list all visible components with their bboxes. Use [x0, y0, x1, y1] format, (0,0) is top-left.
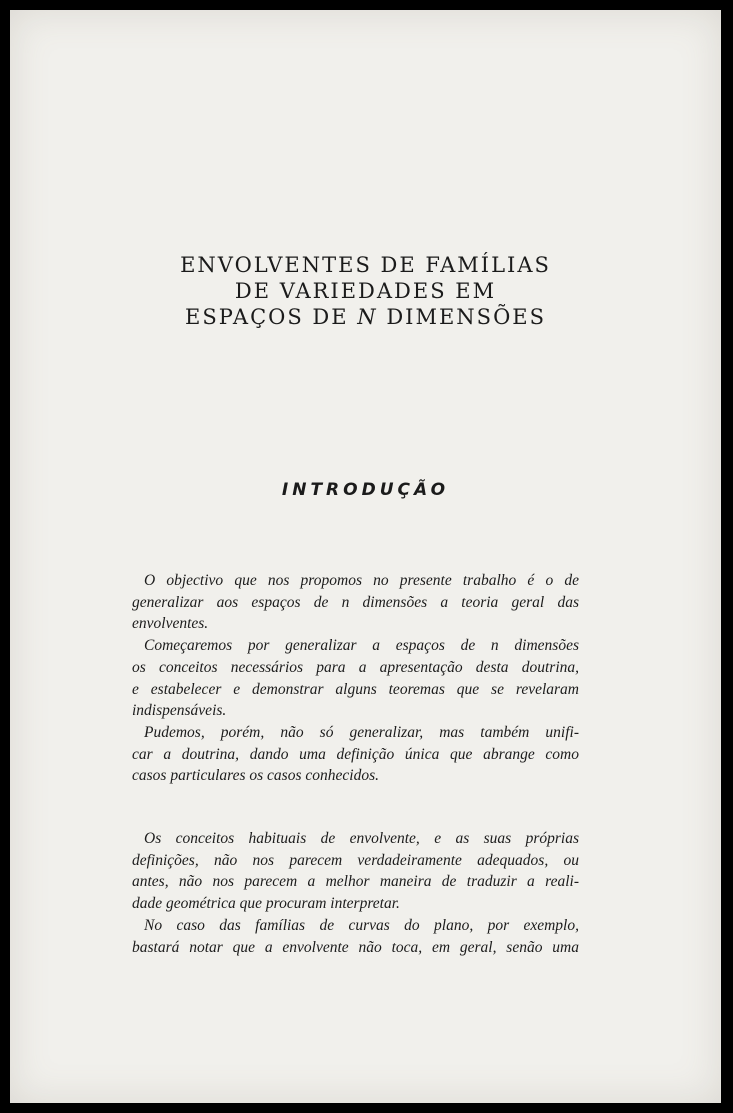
document-title — [10, 252, 721, 330]
text-line: bastará notar que a envolvente não toca, em geral, senão uma — [132, 938, 579, 956]
title-line-3-suffix: DIMENSÕES — [386, 305, 547, 329]
paragraph — [132, 722, 579, 787]
document-page — [10, 10, 721, 1103]
title-line-2: DE VARIEDADES EM — [234, 279, 497, 303]
text-line: Começaremos por generalizar a espaços de n dimensões — [144, 637, 579, 655]
paragraph — [132, 915, 579, 958]
text-line: antes, não nos parecem a melhor maneira de traduzir a reali- — [132, 873, 579, 891]
title-line-3-prefix: ESPAÇOS DE — [184, 305, 349, 329]
paragraph — [132, 828, 579, 915]
title-line-3 — [10, 304, 721, 330]
text-line: e estabelecer e demonstrar alguns teoremas que se revelaram — [132, 680, 579, 698]
text-line: os conceitos necessários para a apresentação desta doutrina, — [132, 658, 579, 676]
text-line: generalizar aos espaços de n dimensões a teoria geral das — [132, 593, 579, 611]
paragraph — [132, 570, 579, 635]
text-line: Os conceitos habituais de envolvente, e as suas próprias — [144, 830, 579, 847]
text-line: O objectivo que nos propomos no presente trabalho é o de — [144, 572, 579, 589]
text-line: car a doutrina, dando uma definição única que abrange como — [132, 745, 579, 763]
text-line: envolventes. — [132, 615, 209, 633]
text-line: No caso das famílias de curvas do plano, por exemplo, — [144, 916, 579, 934]
concepts-text — [132, 828, 579, 958]
text-line: definições, não nos parecem verdadeiramente adequados, ou — [132, 851, 579, 869]
text-line: dade geométrica que procuram interpretar. — [132, 895, 400, 913]
text-line: indispensáveis. — [132, 702, 227, 720]
paragraph — [132, 635, 579, 722]
text-line: casos particulares os casos conhecidos. — [132, 767, 379, 785]
text-line: Pudemos, porém, não só generalizar, mas também unifi- — [144, 723, 579, 741]
title-variable-n: N — [357, 305, 378, 329]
section-heading: INTRODUÇÃO — [281, 480, 450, 500]
title-line-1: ENVOLVENTES DE FAMÍLIAS — [180, 253, 551, 277]
introduction-text — [132, 570, 579, 787]
